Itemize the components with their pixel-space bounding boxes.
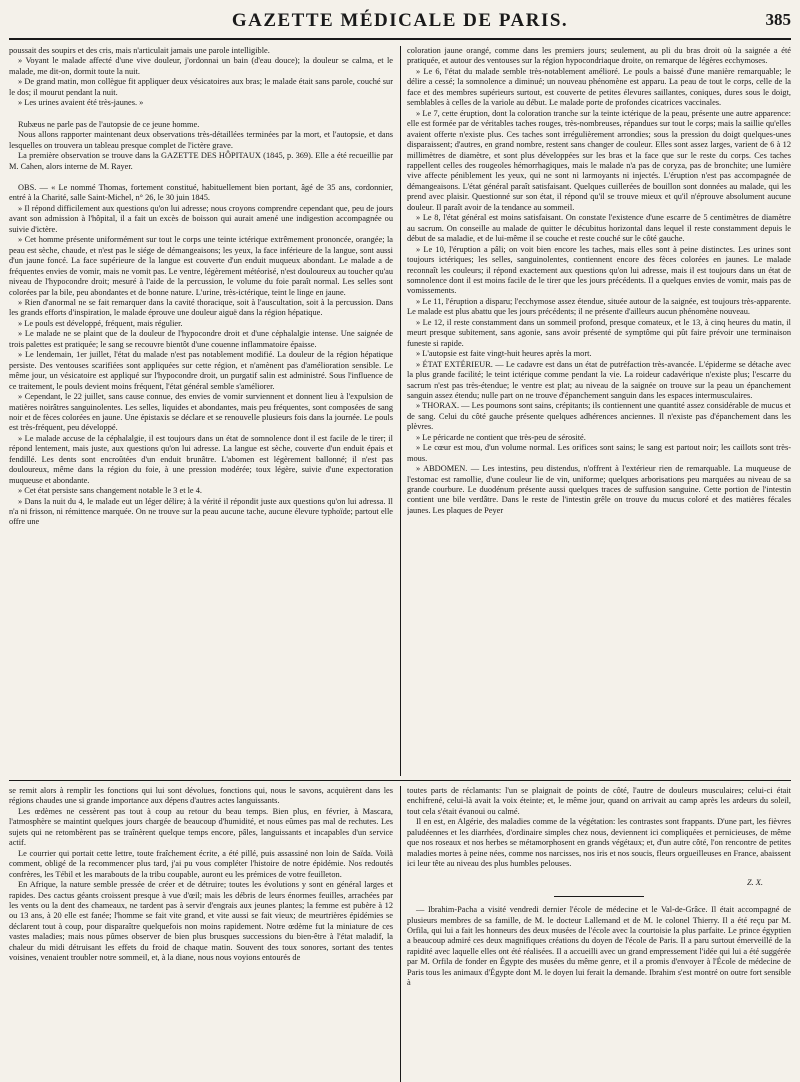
paragraph: » Le cœur est mou, d'un volume normal. Les orifices sont sains; le sang est partout noir; les caillots sont très-mous. — [407, 443, 791, 463]
paragraph: Le courrier qui portait cette lettre, toute fraîchement écrite, a été pillé, puis assassiné non loin de Saïda. Voilà comment, obligé de la recommencer plus tard, j'ai pu vous compléter l'histoire de notre épidémie. Nos redoutés confrères, les Tébil et les marabouts de la tribu coupable, auront eu les prémices de votre feuilleton. — [9, 848, 393, 879]
paragraph: » ABDOMEN. — Les intestins, peu distendus, n'offrent à l'extérieur rien de remarquable. La muqueuse de l'estomac est ramollie, d'une couleur lie de vin, uniforme; quelques arborisations peu marquées au niveau de sa grande courbure. Le duodénum présente aussi quelques traces de suffusion sanguine. Cette portion de l'intestin contient une bile verdâtre. Dans le reste de l'intestin grêle on trouve du mucus coloré et des matières fécales jaunes. Les plaques de Peyer — [407, 464, 791, 515]
paragraph: Les œdèmes ne cessèrent pas tout à coup au retour du beau temps. Bien plus, en février, à Mascara, l'atmosphère se maintint quelques jours chargée de beaucoup d'humidité, et nous eûmes pas mal de rechutes. Les sujets qui ne retombèrent pas se traînèrent quelque temps encore, pâles, languissants et incapables d'un service actif. — [9, 806, 393, 848]
paragraph: » Le pouls est développé, fréquent, mais régulier. — [18, 318, 183, 328]
paragraph: » THORAX. — Les poumons sont sains, crépitants; ils contiennent une quantité assez considérable de mucus et de sang. Celui du côté gauche présente quelques adhérences anciennes. Il n'existe pas d'épanchement dans les plèvres. — [407, 401, 791, 432]
observation-paragraph: OBS. — « Le nommé Thomas, fortement constitué, habituellement bien portant, âgé de 35 ans, cordonnier, entré à la Charité, salle Saint-Michel, n° 26, le 30 juin 1845. — [9, 182, 393, 203]
paragraph: » Le péricarde ne contient que très-peu de sérosité. — [416, 432, 586, 442]
section-divider — [9, 780, 791, 781]
page-header — [9, 0, 791, 40]
paragraph: » ÉTAT EXTÉRIEUR. — Le cadavre est dans un état de putréfaction très-avancée. L'épiderme se détache avec la plus grande facilité; le teint ictérique comme pendant la vie. La roideur cadavérique n'existe plus; l'escarre du sacrum n'est pas très-étendue; le ventre est plat; au niveau de la saignée on trouve sur la peau un épanchement sanguin assez étendu; nulle part on ne trouve d'épanchement sanguin dans les espaces intermusculaires. — [407, 359, 791, 400]
paragraph: » Le malade accuse de la céphalalgie, il est toujours dans un état de somnolence dont il est facile de le tirer; il répond lentement, mais juste, aux questions qu'on lui adresse. La langue est sèche, couverte d'un enduit épais et fendillé. Les dents sont encroûtées d'un enduit brunâtre. L'abomen est légèrement ballonné; il n'est pas douloureux, même dans la région du foie, à une pression modérée; toux légère, suivie d'une expectoration muqueuse et abondante. — [9, 433, 393, 485]
paragraph: coloration jaune orangé, comme dans les premiers jours; seulement, au pli du bras droit où la saignée a été pratiquée, et autour des ventouses sur la région hypocondriaque droite, on remarque de légères ecchymoses. — [407, 46, 791, 66]
paragraph: » Voyant le malade affecté d'une vive douleur, j'ordonnai un bain (d'eau douce); la douleur se calma, et le malade, me dit-on, dormit toute la nuit. — [9, 56, 393, 76]
paragraph: » Le 10, l'éruption a pâli; on voit bien encore les taches, mais elles sont à peine distinctes. Les urines sont toujours ictériques; les selles, sanguinolentes, contiennent encore des fèces colorées en jaunes. Le malade reconnaît les couleurs; il répond exactement aux questions qu'on lui adresse, mais il est toujours dans un état de somnolence dont il est moins facile de le tirer que les jours précédents. Il a quelques envies de vomir, mais pas de vomissements. — [407, 244, 791, 296]
article-section-top — [9, 46, 791, 776]
paragraph: » L'autopsie est faite vingt-huit heures après la mort. — [416, 349, 592, 359]
paragraph: se remit alors à remplir les fonctions qui lui sont dévolues, fonctions qui, nous le savons, acquièrent dans les régions chaudes une si grande importance aux dépens d'autres actes languissants. — [9, 786, 393, 806]
paragraph: toutes parts de réclamants: l'un se plaignait de points de côté, l'autre de douleurs musculaires; celui-ci était enchifrené, celui-là avait la voix éteinte; et, le même jour, quand on arrivait au camp après les ardeurs du soleil, tout cela s'était évanoui ou calmé. — [407, 786, 791, 816]
paragraph: » Cependant, le 22 juillet, sans cause connue, des envies de vomir surviennent et donnent lieu à l'expulsion de matières noirâtres sanguinolentes. Les selles, liquides et abondantes, mais peu fréquentes, sont composées de sang noir et de fèces colorées en jaune. Une épistaxis se déclare et se renouvelle plusieurs fois dans la journée. Le pouls est très-fréquent, peu développé. — [9, 392, 393, 433]
column-divider — [400, 46, 401, 776]
paragraph: Il en est, en Algérie, des maladies comme de la végétation: les contrastes sont frappants. D'une part, les fièvres paludéennes et les diarrhées, d'ordinaire simples chez nous, deviennent ici compliquées et pernicieuses, de même que nos roseaux et nos herbes se métamorphosent en grands végétaux; et, d'un autre côté, l'on rencontre de petites maladies mortes à peine nées, comme nos narcisses, nos iris et nos soucis, fleurs orgueilleuses en France, abaissent ici leur tête au niveau des plus humbles pelouses. — [407, 817, 791, 869]
paragraph: » Dans la nuit du 4, le malade eut un léger délire; à la vérité il répondit juste aux questions qu'on lui adressa. Il n'a ni frisson, ni rémittence marquée. On ne trouve sur la peau aucune tache, aucune élevure typhoïde; partout elle offre une — [9, 496, 393, 527]
column-divider — [400, 786, 401, 1082]
paragraph: » Le 11, l'éruption a disparu; l'ecchymose assez étendue, située autour de la saignée, est toujours très-apparente. Le malade est plus abattu que les jours précédents; il ne présente d'ailleurs aucun phénomène nouveau. — [407, 296, 791, 317]
paragraph: » Le 7, cette éruption, dont la coloration tranche sur la teinte ictérique de la peau, présente une autre apparence: elle est formée par de véritables taches rouges, très-nombreuses, répandues sur tout le corps; mais la saillie qu'elles avaient offerte n'existe plus. Ces taches sont irrégulièrement arrondies; sous la pression du doigt quelques-unes disparaissent; d'autres, en grand nombre, restent sans changer de couleur. Elles sont assez larges, varient de 6 à 12 millimètres de diamètre, et sont plus développées sur les bras et la face que sur le reste du corps. Ces taches rappellent celles des rougeoles hémorrhagiques, mais le malade n'a pas de coryza, pas de bronchite; une lumière vive affecte péniblement les yeux, qui ne sont ni larmoyants ni injectés. L'éruption n'est pas accompagnée de démangeaisons. L'état général paraît satisfaisant. Quelques cuillerées de bouillon sont données au malade, qui les prend avec plaisir. Questionné sur son état, il répond qu'il se trouve mieux et qu'il n'éprouve absolument aucune douleur. Il paraît avoir de la tendance au sommeil. — [407, 108, 791, 212]
left-column-top — [9, 46, 393, 776]
paragraph: En Afrique, la nature semble pressée de créer et de détruire; toutes les évolutions y sont en général larges et rapides. Des cactus géants croissent presque à vue d'œil; mais les débris de leurs énormes feuilles, arrachées par les vents ou la dent des chameaux, ne tardent pas à servir d'engrais aux jeunes plantes; la femme est pubère à 12 ou 13 ans, à 20 elle est fanée; l'homme se fait vite grand, et vite aussi se fait vieux; de meurtrières épidémies se déclarent tout à coup, pour disparaître quelquefois non moins rapidement. Notre œdème fut la miniature de ces vastes maladies; mais nous pûmes observer de bien plus brusques successions du bien-être à l'état maladif, la chaleur du midi détruisant les effets du froid de chaque matin. Souvent des toux sonores, sortant des tentes voisines, venaient troubler notre sommeil, et, à la diane, nous nous voyions entourés de — [9, 880, 393, 963]
paragraph: » Rien d'anormal ne se fait remarquer dans la cavité thoracique, soit à l'auscultation, soit à la percussion. Dans les grands efforts d'inspiration, le malade éprouve une douleur aiguë dans la région hépatique. — [9, 297, 393, 318]
paragraph: » Cet état persiste sans changement notable le 3 et le 4. — [18, 486, 202, 496]
paragraph: » Le malade ne se plaint que de la douleur de l'hypocondre droit et d'une céphalalgie intense. Une saignée de trois palettes est pratiquée; le sang se recouvre bientôt d'une couenne inflammatoire épaisse. — [9, 329, 393, 349]
left-column-bottom — [9, 786, 393, 1082]
paragraph: Rubæus ne parle pas de l'autopsie de ce jeune homme. — [18, 119, 200, 129]
paragraph: » Le 12, il reste constamment dans un sommeil profond, presque comateux, et le 13, à cinq heures du matin, il meurt presque subitement, sans agonie, sans avoir présenté de symptôme qui pût faire prévoir une terminaison funeste si rapide. — [407, 317, 791, 348]
page-number: 385 — [765, 10, 791, 29]
paragraph: » De grand matin, mon collègue fit appliquer deux vésicatoires aux bras; le malade était sans parole, couché sur le dos; il mourut pendant la nuit. — [9, 77, 393, 97]
paragraph: Nous allons rapporter maintenant deux observations très-détaillées terminées par la mort, et l'autopsie, et dans lesquelles on trouvera un tableau presque complet de l'ictère grave. — [9, 130, 393, 150]
paragraph: » Le lendemain, 1er juillet, l'état du malade n'est pas notablement modifié. La douleur de la région hépatique persiste. Des ventouses scarifiées sont appliquées sur cette région, et n'amènent pas d'amélioration sensible. Le même jour, un vésicatoire est appliqué sur l'hypocondre droit, un purgatif salin est administré. Sous l'influence de ce traitement, le pouls devient moins fréquent, l'état général semble s'améliorer. — [9, 350, 393, 391]
journal-title: GAZETTE MÉDICALE DE PARIS. — [231, 10, 569, 31]
paragraph: » Les urines avaient été très-jaunes. » — [18, 98, 144, 108]
right-column-top — [407, 46, 791, 776]
paragraph: La première observation se trouve dans la GAZETTE DES HÔPITAUX (1845, p. 369). Elle a été recueillie par M. Cahen, alors interne de M. Rayer. — [9, 151, 393, 171]
short-divider — [554, 896, 644, 897]
paragraph: » Cet homme présente uniformément sur tout le corps une teinte ictérique extrêmement prononcée, orangée; la peau est sèche, chaude, et n'est pas le siége de démangeaisons; les yeux, la face inférieure de la langue, sont aussi d'un jaune foncé. La face supérieure de la langue est couverte d'un enduit muqueux abondant. Le malade a de fréquentes envies de vomir, mais ne vomit pas. Le ventre, légèrement météorisé, n'est douloureux au toucher qu'au niveau de l'hypocondre droit; mesuré à l'aide de la percussion, le volume du foie paraît normal. Les selles sont colorées par la bile, peu abondantes et de bonne nature. L'urine, très-ictérique, teint le linge en jaune. — [9, 235, 393, 297]
paragraph: » Le 6, l'état du malade semble très-notablement amélioré. Le pouls a baissé d'une manière remarquable; le délire a cessé; la somnolence a diminué; un nouveau phénomène est apparu. La peau de tout le corps, celle de la face et des membres supérieurs surtout, est couverte de petites élevures saillantes, coniques, dures sous le doigt, semblables à celles de la variole au début. Le malade porte de profondes cicatrices vaccinales. — [407, 66, 791, 108]
paragraph: » Le 8, l'état général est moins satisfaisant. On constate l'existence d'une escarre de 5 centimètres de diamètre au sacrum. On conseille au malade de quitter le décubitus horizontal dans lequel il reste constamment depuis le début de sa maladie, et de lui-même il se couche et reste couché sur le côté gauche. — [407, 213, 791, 244]
signature: Z. X. — [747, 877, 763, 887]
paragraph: poussait des soupirs et des cris, mais n'articulait jamais une parole intelligible. — [9, 46, 270, 55]
right-column-bottom — [407, 786, 791, 1082]
feuilleton-section — [9, 786, 791, 1082]
news-paragraph: — Ibrahim-Pacha a visité vendredi dernier l'école de médecine et le Val-de-Grâce. Il était accompagné de plusieurs membres de sa famille, de M. le docteur Lallemand et de M. le colonel Thierry. Il a été reçu par M. Orfila, qui lui a fait les honneurs des deux musées de l'école avec la courtoisie la plus parfaite. Le prince égyptien a beaucoup admiré ces deux magnifiques créations du doyen de l'école de Paris. Il a paru surtout émerveillé de la rapidité avec laquelle elles ont été réalisées. Il a accueilli avec un grand empressement l'idée qui lui a été suggérée par M. Orfila de fonder en Égypte des musées du même genre, et il a promis d'envoyer à l'École de médecine de Paris tous les animaux d'Égypte dont M. le doyen lui ferait la demande. Ibrahim s'est montré on outre fort sensible à — [407, 905, 791, 988]
paragraph: » Il répond difficilement aux questions qu'on lui adresse; nous croyons comprendre cependant que, peu de jours avant son admission à l'hôpital, il a fait un excès de boisson qui aurait amené une indigestion accompagnée ou suivie d'ictère. — [9, 203, 393, 234]
